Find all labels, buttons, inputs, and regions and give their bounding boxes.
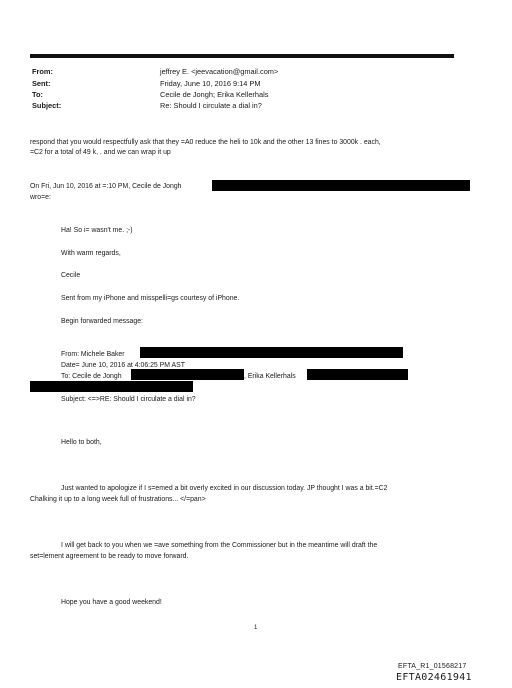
header-rule [30,54,454,58]
reply-line-2: =C2 for a total of 49 k, . and we can wrap it up [30,149,171,156]
fwd-getback-line-1: I will get back to you when we =ave something from the Commissioner but in the meantime will draft the [61,542,378,549]
bates-number-large: EFTA02461941 [396,672,472,683]
redaction-bar [131,369,244,380]
fwd-date: Date= June 10, 2016 at 4:06:25 PM AST [61,362,185,369]
redaction-bar [212,180,470,191]
to-value: Cecile de Jongh; Erika Kellerhals [160,90,269,99]
fwd-to: To: Cecile de Jongh [61,373,122,380]
begin-forwarded: Begin forwarded message: [61,318,143,325]
subject-label: Subject: [32,101,62,110]
sent-label: Sent: [32,79,51,88]
quoted-ha-line: Ha! So i= wasn't me. ;-) [61,227,133,234]
from-label: From: [32,67,53,76]
page-number: 1 [254,625,258,631]
quoted-name: Cecile [61,272,81,279]
subject-value: Re: Should I circulate a dial in? [160,101,262,110]
redaction-bar [307,369,408,380]
redaction-bar [140,347,403,358]
bates-number-small: EFTA_R1_01568217 [398,663,467,670]
quote-intro-line-1: On Fri, Jun 10, 2016 at =:10 PM, Cecile de Jongh [30,183,182,190]
quoted-sent-from: Sent from my iPhone and misspelli=gs courtesy of iPhone. [61,295,240,302]
fwd-from: From: Michele Baker [61,351,125,358]
reply-line-1: respond that you would respectfully ask that they =A0 reduce the heli to 10k and the other 13 fines to 3000k . each, [30,139,381,146]
sent-value: Friday, June 10, 2016 9:14 PM [160,79,261,88]
quoted-regards: With warm regards, [61,250,121,257]
fwd-apology-line-1: Just wanted to apologize if I s=emed a bit overly excited in our discussion today. JP thought I was a bit.=C2 [61,485,388,492]
fwd-weekend: Hope you have a good weekend! [61,599,162,606]
redaction-bar [30,381,193,392]
fwd-apology-line-2: Chalking it up to a long week full of frustrations... </=pan> [30,496,206,503]
fwd-hello: Hello to both, [61,439,102,446]
fwd-getback-line-2: set=lement agreement to be ready to move forward. [30,553,189,560]
fwd-to-extra: , Erika Kellerhals [244,373,296,380]
to-label: To: [32,90,43,99]
quote-intro-line-2: wro=e: [30,194,51,201]
from-value: jeffrey E. <jeevacation@gmail.com> [160,67,279,76]
fwd-subject: Subject: <=>RE: Should I circulate a dial in? [61,396,196,403]
